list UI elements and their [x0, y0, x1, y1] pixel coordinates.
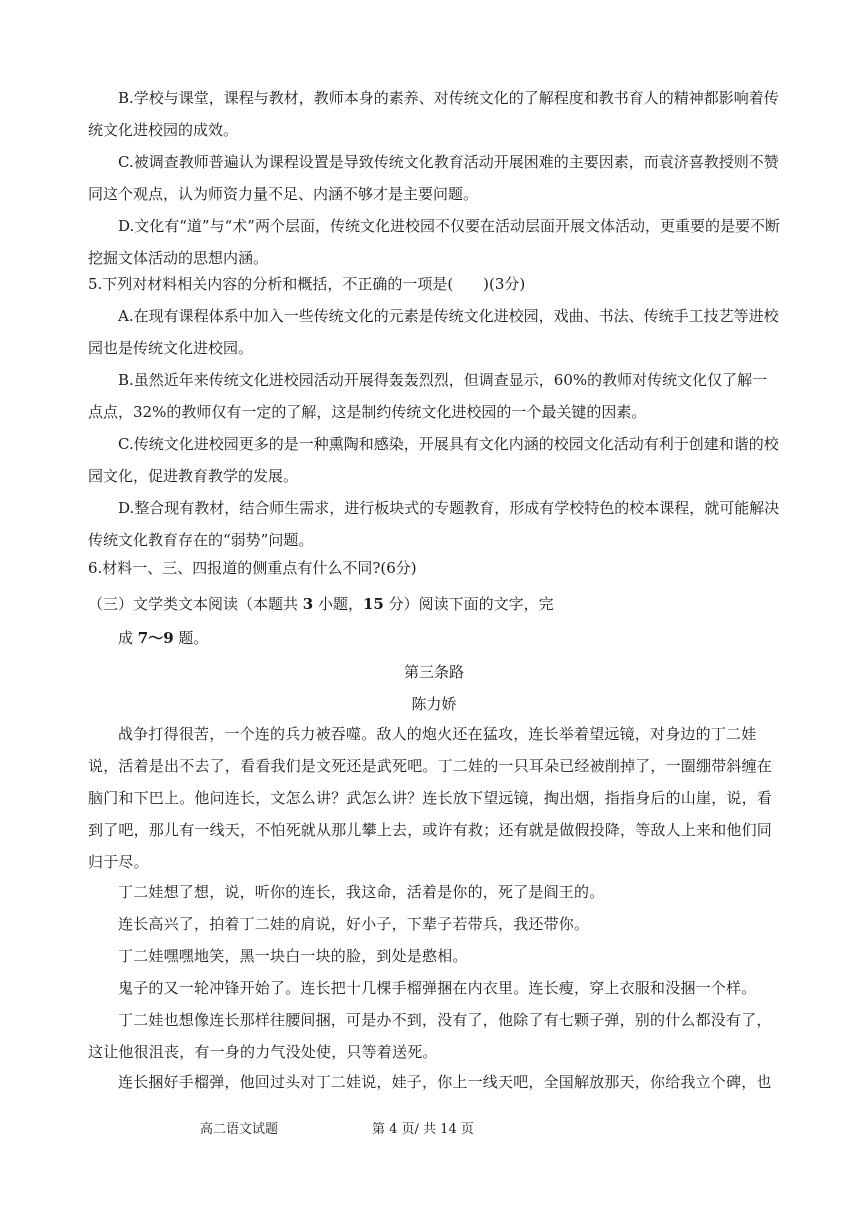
section3-heading-line2: 成 7～9 题。 [118, 629, 209, 647]
story-paragraph-1: 战争打得很苦，一个连的兵力被吞噬。敌人的炮火还在猛攻，连长举着望远镜，对身边的丁二娃说，活着是出不去了，看看我们是文死还是武死吧。丁二娃的一只耳朵已经被削掉了，一圈绷带斜缠在脑门和下巴上。他问连长，文怎么讲？武怎么讲？连长放下望远镜，掏出烟，指指身后的山崖，说，看到了吧，那儿有一线天，不怕死就从那儿攀上去，或许有救；还有就是做假投降，等敌人上来和他们同归于尽。 [88, 725, 773, 871]
footer-subject: 高二语文试题 [200, 1122, 279, 1137]
q4-option-b: B.学校与课堂，课程与教材，教师本身的素养、对传统文化的了解程度和教书育人的精神都影响着传统文化进校园的成效。 [88, 89, 779, 139]
q5-option-d: D.整合现有教材，结合师生需求，进行板块式的专题教育，形成有学校特色的校本课程，就可能解决传统文化教育存在的“弱势”问题。 [88, 499, 780, 549]
q4-option-c: C.被调查教师普遍认为课程设置是导致传统文化教育活动开展困难的主要因素，而袁济喜教授则不赞同这个观点，认为师资力量不足、内涵不够才是主要问题。 [88, 153, 779, 203]
q5-option-b: B.虽然近年来传统文化进校园活动开展得轰轰烈烈，但调查显示，60%的教师对传统文化仅了解一点点，32%的教师仅有一定的了解，这是制约传统文化进校园的一个最关键的因素。 [88, 371, 768, 421]
q5-option-c: C.传统文化进校园更多的是一种熏陶和感染，开展具有文化内涵的校园文化活动有利于创建和谐的校园文化，促进教育教学的发展。 [88, 435, 779, 485]
q4-option-d: D.文化有“道”与“术”两个层面，传统文化进校园不仅要在活动层面开展文体活动，更重要的是要不断挖掘文体活动的思想内涵。 [88, 217, 780, 267]
story-author: 陈力娇 [411, 695, 457, 713]
section3-heading-line1: （三）文学类文本阅读（本题共 3 小题，15 分）阅读下面的文字，完 [88, 595, 554, 613]
story-paragraph-4: 丁二娃嘿嘿地笑，黑一块白一块的脸，到处是憨相。 [118, 947, 468, 965]
q6-stem: 6.材料一、三、四报道的侧重点有什么不同?(6分) [88, 559, 417, 577]
story-paragraph-2: 丁二娃想了想，说，听你的连长，我这命，活着是你的，死了是阎王的。 [118, 883, 605, 901]
story-paragraph-3: 连长高兴了，拍着丁二娃的肩说，好小子，下辈子若带兵，我还带你。 [118, 915, 590, 933]
footer-page-number: 第 4 页/ 共 14 页 [372, 1122, 474, 1137]
story-paragraph-5: 鬼子的又一轮冲锋开始了。连长把十几棵手榴弹捆在内衣里。连长瘦，穿上衣服和没捆一个样。 [118, 979, 757, 997]
story-paragraph-7: 连长捆好手榴弹，他回过头对丁二娃说，娃子，你上一线天吧，全国解放那天，你给我立个碑，也 [118, 1073, 772, 1091]
q5-stem: 5.下列对材料相关内容的分析和概括，不正确的一项是( )(3分) [88, 275, 526, 293]
story-title: 第三条路 [403, 663, 464, 681]
story-paragraph-6: 丁二娃也想像连长那样往腰间捆，可是办不到，没有了，他除了有七颗子弹，别的什么都没有了，这让他很沮丧，有一身的力气没处使，只等着送死。 [88, 1011, 772, 1061]
q5-option-a: A.在现有课程体系中加入一些传统文化的元素是传统文化进校园，戏曲、书法、传统手工技艺等进校园也是传统文化进校园。 [88, 307, 779, 357]
